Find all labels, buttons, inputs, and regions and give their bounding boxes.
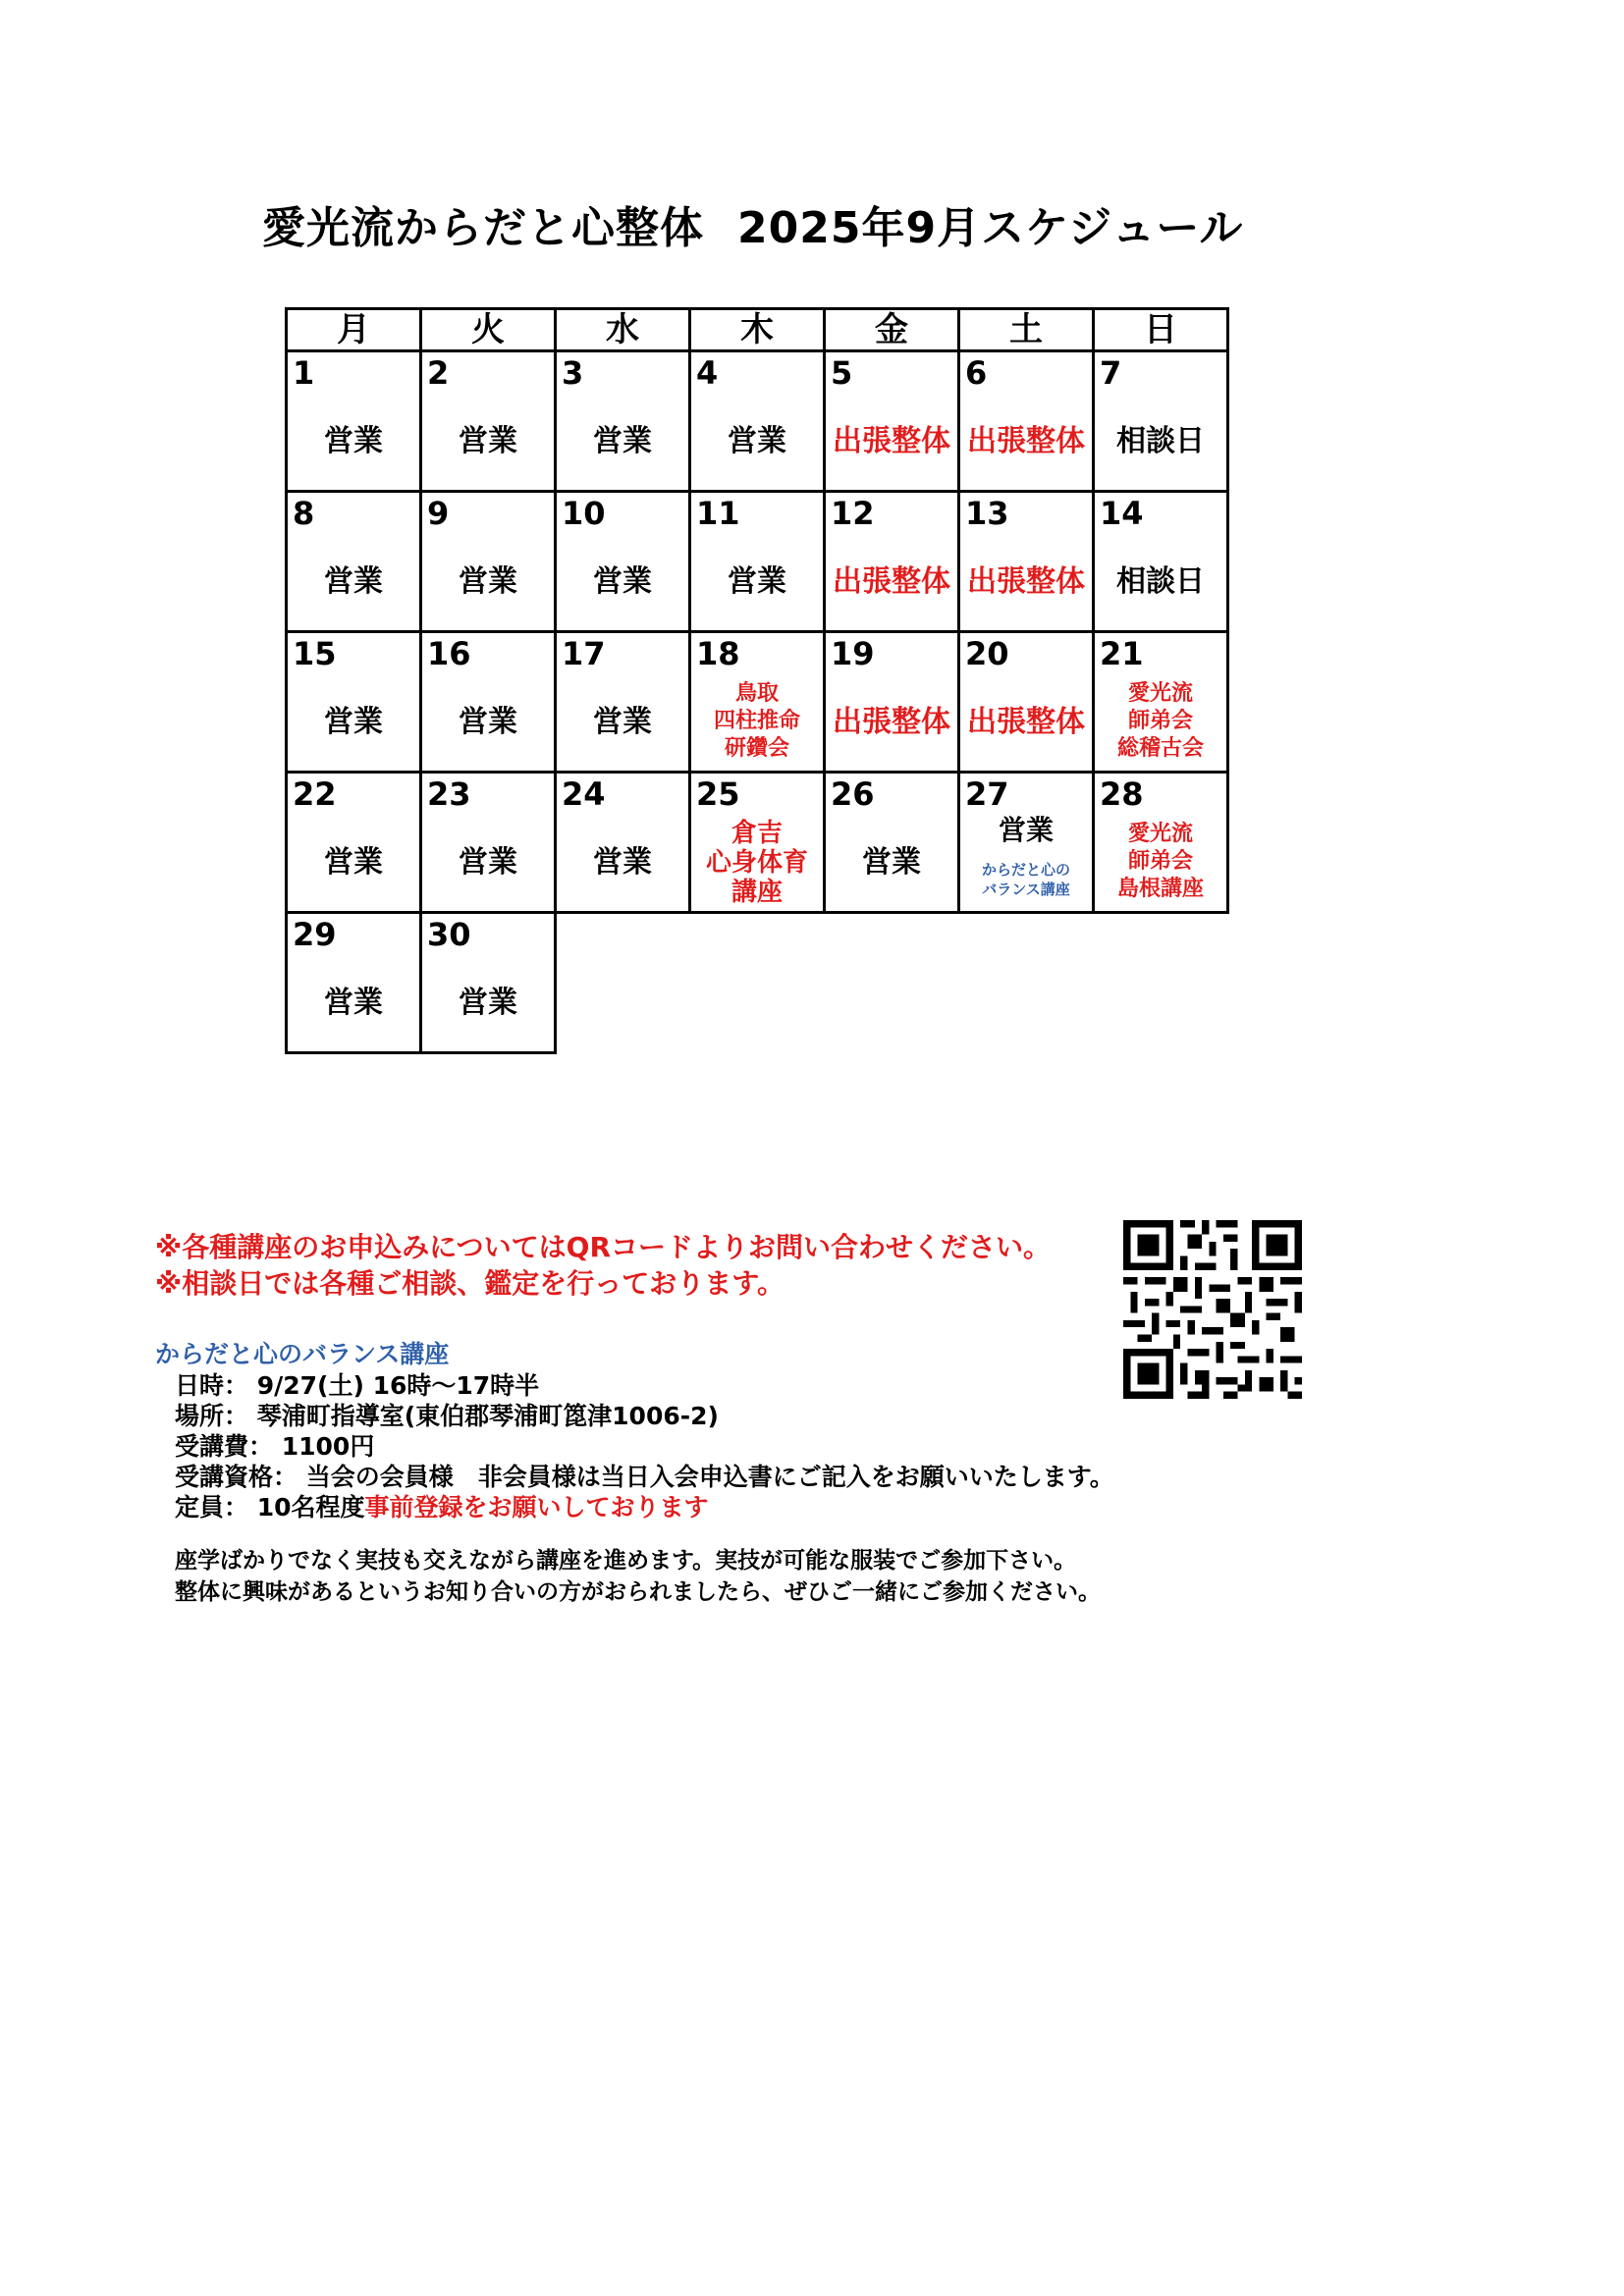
empty-cell: [959, 913, 1094, 1053]
day-cell-29: [287, 913, 421, 1053]
title-main: 愛光流からだと心整体: [262, 203, 704, 253]
event-consult: 相談日: [1116, 564, 1205, 599]
day-cell-19: [825, 632, 959, 773]
event-kurayoshi-course: [691, 819, 823, 907]
course-footer-line-1: 座学ばかりでなく実技も交えながら講座を進めます。実技が可能な服装でご参加下さい。: [175, 1548, 1077, 1574]
day-cell-25: [690, 773, 825, 913]
course-cap-label: 定員：: [175, 1493, 249, 1522]
event-line: 総稽古会: [1116, 736, 1204, 761]
course-place-value: 琴浦町指導室(東伯郡琴浦町箆津1006-2): [256, 1402, 719, 1430]
course-fee: [175, 1431, 1114, 1462]
day-number: 8: [293, 495, 315, 532]
course-date-value: 9/27(土) 16時～17時半: [256, 1371, 540, 1400]
week-row: [287, 492, 1228, 632]
event-line: 愛光流: [1127, 681, 1193, 706]
day-number: 11: [696, 495, 740, 532]
empty-cell: [690, 913, 825, 1053]
weekday-tue: 火: [421, 309, 556, 351]
day-number: 26: [831, 775, 875, 813]
day-number: 18: [696, 635, 740, 672]
day-number: 10: [562, 495, 606, 532]
day-cell-7: [1094, 351, 1228, 492]
event-open: 営業: [459, 424, 517, 458]
day-number: 1: [293, 354, 315, 392]
course-footer-line-2: 整体に興味があるというお知り合いの方がおられましたら、ぜひご一緒にご参加ください。: [175, 1579, 1101, 1605]
course-qual-label: 受講資格：: [175, 1463, 298, 1491]
week-row: [287, 773, 1228, 913]
day-cell-9: [421, 492, 556, 632]
day-number: 9: [427, 495, 450, 532]
day-number: 13: [965, 495, 1009, 532]
weekday-sat: 土: [959, 309, 1094, 351]
event-outcall: 出張整体: [967, 564, 1085, 599]
day-number: 12: [831, 495, 875, 532]
event-open: 営業: [324, 705, 383, 739]
notes-block: [155, 1229, 1051, 1302]
day-number: 7: [1100, 354, 1122, 392]
event-consult: 相談日: [1116, 424, 1205, 458]
note-consult-day: ※相談日では各種ご相談、鑑定を行っております。: [155, 1267, 785, 1300]
day-number: 5: [831, 354, 853, 392]
event-line: 師弟会: [1127, 709, 1193, 733]
day-cell-12: [825, 492, 959, 632]
title-schedule: 2025年9月スケジュール: [737, 203, 1244, 253]
day-number: 30: [427, 916, 471, 953]
day-cell-11: [690, 492, 825, 632]
event-line: 四柱推命: [713, 709, 800, 733]
event-line: 講座: [731, 878, 783, 907]
course-title: からだと心のバランス講座: [155, 1340, 450, 1368]
day-cell-20: [959, 632, 1094, 773]
weekday-sun: 日: [1094, 309, 1228, 351]
weekday-header-row: [287, 309, 1228, 351]
event-open: 営業: [862, 845, 921, 880]
day-number: 20: [965, 635, 1009, 672]
event-line: 愛光流: [1127, 822, 1193, 846]
event-open: 営業: [324, 564, 383, 599]
course-qual-value: 当会の会員様 非会員様は当日入会申込書にご記入をお願いいたします。: [305, 1463, 1114, 1491]
empty-cell: [1094, 913, 1228, 1053]
week-row: [287, 632, 1228, 773]
course-qualification: [175, 1462, 1114, 1492]
course-details: [175, 1370, 1114, 1522]
course-place: [175, 1401, 1114, 1431]
course-cap-note: 事前登録をお願いしております: [364, 1493, 709, 1522]
calendar-table: [285, 307, 1229, 1054]
event-line: からだと心の: [981, 861, 1070, 879]
week-row: [287, 913, 1228, 1053]
event-outcall: 出張整体: [833, 424, 950, 458]
day-cell-15: [287, 632, 421, 773]
weekday-wed: 水: [556, 309, 690, 351]
day-number: 29: [293, 916, 337, 953]
event-open: 営業: [593, 705, 652, 739]
course-cap-value: 10名程度: [256, 1493, 365, 1522]
day-number: 4: [696, 354, 719, 392]
day-number: 17: [562, 635, 606, 672]
day-cell-4: [690, 351, 825, 492]
day-number: 28: [1100, 775, 1144, 813]
page-title: [262, 192, 1243, 255]
event-master-practice: [1095, 680, 1226, 763]
day-cell-1: [287, 351, 421, 492]
course-date: [175, 1370, 1114, 1401]
event-open: 営業: [324, 986, 383, 1020]
day-cell-3: [556, 351, 690, 492]
day-cell-17: [556, 632, 690, 773]
day-number: 6: [965, 354, 988, 392]
day-number: 19: [831, 635, 875, 672]
event-line: 研鑽会: [724, 736, 789, 761]
course-capacity: [175, 1492, 1114, 1522]
day-cell-22: [287, 773, 421, 913]
event-line: 心身体育: [705, 848, 808, 878]
day-cell-23: [421, 773, 556, 913]
day-cell-18: [690, 632, 825, 773]
day-number: 14: [1100, 495, 1144, 532]
qr-code-icon[interactable]: [1123, 1220, 1302, 1399]
event-outcall: 出張整体: [967, 705, 1085, 739]
day-number: 3: [562, 354, 584, 392]
day-number: 25: [696, 775, 740, 813]
event-shimane-course: [1095, 821, 1226, 903]
event-open: 営業: [324, 424, 383, 458]
event-tottori-study: [691, 680, 823, 763]
event-line: バランス講座: [982, 881, 1070, 898]
course-fee-value: 1100円: [281, 1432, 375, 1461]
day-number: 27: [965, 775, 1009, 813]
event-open: 営業: [324, 845, 383, 880]
day-cell-2: [421, 351, 556, 492]
event-open: 営業: [459, 564, 517, 599]
day-cell-5: [825, 351, 959, 492]
course-place-label: 場所：: [175, 1402, 249, 1430]
event-open: 営業: [998, 814, 1054, 846]
empty-cell: [825, 913, 959, 1053]
event-outcall: 出張整体: [833, 705, 950, 739]
weekday-thu: 木: [690, 309, 825, 351]
day-cell-27: [959, 773, 1094, 913]
event-open: 営業: [593, 564, 652, 599]
day-number: 22: [293, 775, 337, 813]
day-cell-30: [421, 913, 556, 1053]
day-cell-10: [556, 492, 690, 632]
event-line: 島根講座: [1116, 877, 1204, 901]
event-open: 営業: [459, 705, 517, 739]
day-cell-13: [959, 492, 1094, 632]
course-fee-label: 受講費：: [175, 1432, 274, 1461]
event-balance-course: [960, 860, 1092, 899]
event-outcall: 出張整体: [967, 424, 1085, 458]
day-cell-26: [825, 773, 959, 913]
day-cell-16: [421, 632, 556, 773]
day-number: 2: [427, 354, 450, 392]
empty-cell: [556, 913, 690, 1053]
event-line: 鳥取: [734, 681, 779, 706]
day-cell-21: [1094, 632, 1228, 773]
weekday-fri: 金: [825, 309, 959, 351]
course-date-label: 日時：: [175, 1371, 249, 1400]
note-qr-inquiry: ※各種講座のお申込みについてはQRコードよりお問い合わせください。: [155, 1231, 1052, 1263]
day-cell-28: [1094, 773, 1228, 913]
event-open: 営業: [459, 986, 517, 1020]
day-number: 21: [1100, 635, 1144, 672]
day-cell-24: [556, 773, 690, 913]
week-row: [287, 351, 1228, 492]
event-line: 倉吉: [731, 819, 783, 848]
day-cell-8: [287, 492, 421, 632]
day-number: 24: [562, 775, 606, 813]
day-number: 16: [427, 635, 471, 672]
day-number: 15: [293, 635, 337, 672]
event-line: 師弟会: [1127, 849, 1193, 874]
weekday-mon: 月: [287, 309, 421, 351]
event-open: 営業: [459, 845, 517, 880]
event-open: 営業: [728, 424, 786, 458]
event-outcall: 出張整体: [833, 564, 950, 599]
course-footer: [175, 1545, 1101, 1608]
day-cell-14: [1094, 492, 1228, 632]
event-open: 営業: [728, 564, 786, 599]
event-open: 営業: [593, 845, 652, 880]
day-number: 23: [427, 775, 471, 813]
event-open: 営業: [593, 424, 652, 458]
day-cell-6: [959, 351, 1094, 492]
